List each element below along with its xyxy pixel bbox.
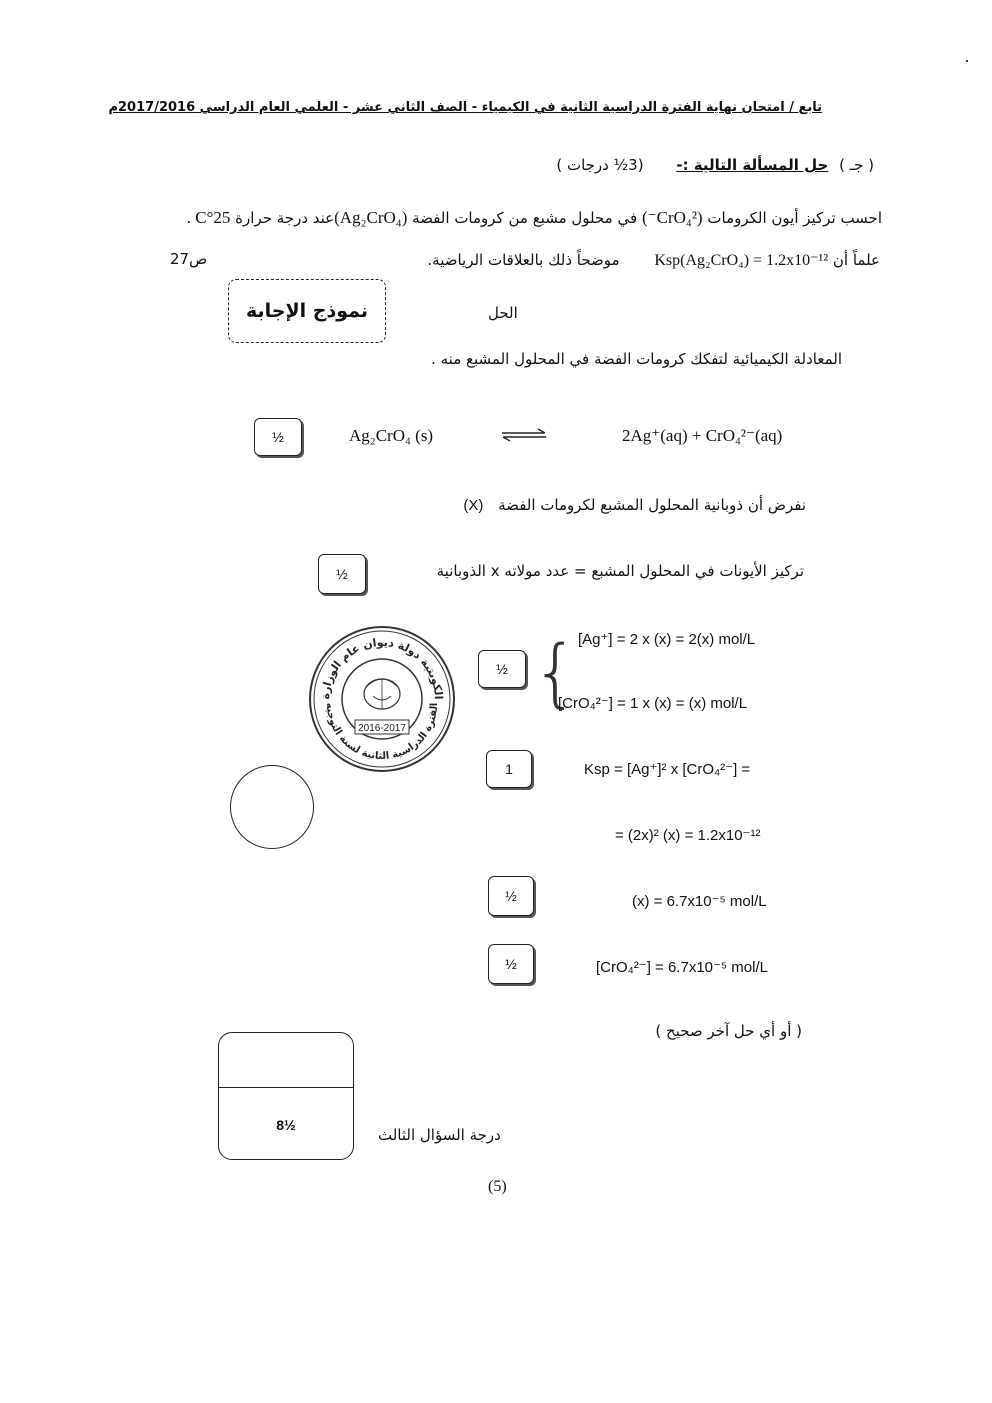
question-line-1: احسب تركيز أيون الكرومات (CrO₄²⁻) في محلول مشبع من كرومات الفضة (Ag₂CrO₄)عند درجة حرارة 25°C . bbox=[186, 208, 882, 227]
part-label: ( جـ ) bbox=[839, 156, 874, 174]
question-title-row bbox=[556, 156, 874, 174]
blank-circle bbox=[230, 765, 314, 849]
stamp-bottom-text: الفترة الدراسية الثانية لسنة التوجيه bbox=[323, 702, 441, 763]
curly-brace-icon: { bbox=[532, 630, 580, 716]
chromate-result: [CrO₄²⁻] = 6.7x10⁻⁵ mol/L bbox=[596, 959, 768, 976]
mark-equation: ½ bbox=[254, 418, 302, 456]
question-line1-suffix: عند درجة حرارة bbox=[235, 209, 335, 227]
equation-products: 2Ag⁺(aq) + CrO₄²⁻(aq) bbox=[622, 426, 783, 445]
silver-ion-concentration: [Ag⁺] = 2 x (x) = 2(x) mol/L bbox=[578, 631, 756, 648]
equation-intro: المعادلة الكيميائية لتفكك كرومات الفضة في المحلول المشبع منه . bbox=[431, 350, 842, 368]
question-line2-suffix: موضحاً ذلك بالعلاقات الرياضية. bbox=[427, 251, 620, 269]
ion-concentration-text: تركيز الأيونات في المحلول المشبع = عدد مولاته x الذوبانية bbox=[436, 562, 804, 580]
x-result: (x) = 6.7x10⁻⁵ mol/L bbox=[632, 893, 767, 910]
equation-reactant: Ag₂CrO₄ (s) bbox=[349, 426, 434, 445]
emblem-icon bbox=[364, 679, 400, 709]
total-score-label: درجة السؤال الثالث bbox=[378, 1126, 501, 1144]
mark-ion-concentration: ½ bbox=[318, 554, 366, 594]
question-points: (3½ درجات ) bbox=[556, 156, 644, 174]
mark-chromate-value: ½ bbox=[488, 944, 534, 984]
question-line1-prefix: احسب تركيز أيون الكرومات bbox=[707, 209, 882, 227]
ksp-given-value: = 1.2x10⁻¹² bbox=[753, 252, 829, 269]
equilibrium-arrow-icon bbox=[500, 428, 548, 442]
page-number: (5) bbox=[488, 1178, 507, 1195]
assume-variable: (X) bbox=[463, 497, 484, 514]
question-title: حل المسألة التالية :- bbox=[676, 156, 829, 174]
ksp-substitution: = (2x)² (x) = 1.2x10⁻¹² bbox=[615, 827, 761, 844]
silver-chromate: Ag₂CrO₄ bbox=[339, 208, 402, 227]
scan-speck bbox=[966, 60, 968, 62]
ministry-stamp bbox=[307, 624, 457, 774]
exam-header: تابع / امتحان نهاية الفترة الدراسية الثانية في الكيمياء - الصف الثاني عشر - العلمي العام الدراسي 2017/2016م bbox=[108, 100, 822, 115]
solution-label: الحل bbox=[488, 304, 518, 322]
question-line2-prefix: علماً أن bbox=[832, 251, 880, 269]
stamp-year: 2016-2017 bbox=[358, 723, 406, 734]
assume-line bbox=[463, 496, 806, 514]
temperature: 25°C . bbox=[186, 208, 231, 227]
alternative-solution-note: ( أو أي حل آخر صحيح ) bbox=[655, 1022, 802, 1040]
model-answer-label: نموذج الإجابة bbox=[228, 279, 386, 343]
ksp-label: Ksp(Ag₂CrO₄) bbox=[654, 252, 750, 269]
question-line-2 bbox=[427, 250, 880, 270]
mark-ksp: 1 bbox=[486, 750, 532, 788]
total-score-box bbox=[218, 1032, 354, 1160]
page-reference: ص27 bbox=[170, 250, 208, 268]
stamp-top-text: الكويتية دولة ديوان عام الوزارة bbox=[318, 635, 446, 700]
score-divider bbox=[219, 1087, 353, 1088]
mark-x-value: ½ bbox=[488, 876, 534, 916]
mark-concentrations: ½ bbox=[478, 650, 526, 688]
total-score: 8½ bbox=[276, 1117, 296, 1133]
chromate-ion-concentration: [CrO₄²⁻] = 1 x (x) = (x) mol/L bbox=[558, 695, 748, 712]
question-line1-middle: في محلول مشبع من كرومات الفضة bbox=[412, 209, 638, 227]
ksp-expression: Ksp = [Ag⁺]² x [CrO₄²⁻] = bbox=[584, 761, 751, 778]
chromate-ion: CrO₄²⁻ bbox=[647, 208, 697, 227]
assume-text: نفرض أن ذوبانية المحلول المشبع لكرومات الفضة bbox=[498, 496, 806, 514]
